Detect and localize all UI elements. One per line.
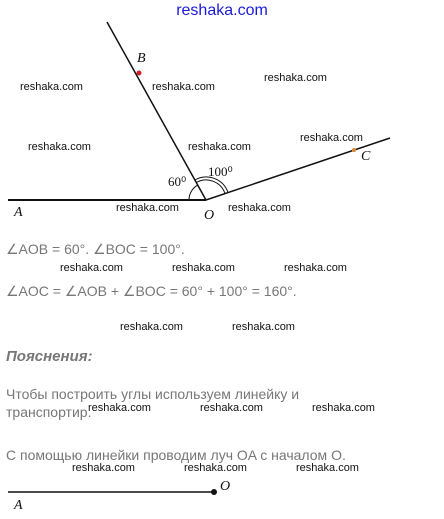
- watermark: reshaka.com: [20, 81, 83, 93]
- watermark: reshaka.com: [296, 462, 359, 474]
- label-a: A: [14, 205, 23, 220]
- explanation-heading: Пояснения:: [6, 348, 93, 365]
- watermark: reshaka.com: [88, 402, 151, 414]
- label-o-2: O: [220, 479, 231, 494]
- point-o-2-dot: [211, 489, 217, 495]
- angle-boc-label: 100⁰: [208, 164, 233, 179]
- watermark: reshaka.com: [28, 141, 91, 153]
- label-o: O: [204, 208, 215, 223]
- watermark: reshaka.com: [312, 402, 375, 414]
- watermark: reshaka.com: [188, 141, 251, 153]
- watermark: reshaka.com: [72, 462, 135, 474]
- watermark: reshaka.com: [152, 81, 215, 93]
- ray-ob: [107, 22, 206, 200]
- explanation-line-2: транспортир.: [6, 404, 92, 420]
- watermark: reshaka.com: [120, 321, 183, 333]
- point-c-dot: [352, 148, 356, 152]
- label-a-2: A: [14, 498, 23, 513]
- watermark: reshaka.com: [172, 262, 235, 274]
- watermark: reshaka.com: [184, 462, 247, 474]
- watermark: reshaka.com: [60, 262, 123, 274]
- watermark: reshaka.com: [228, 202, 291, 214]
- point-b-dot: [137, 71, 142, 76]
- watermark: reshaka.com: [300, 132, 363, 144]
- explanation-line-1: Чтобы построить углы используем линейку и: [6, 386, 300, 402]
- watermark: reshaka.com: [116, 202, 179, 214]
- watermark: reshaka.com: [232, 321, 295, 333]
- arc-aob: [189, 185, 198, 200]
- given-angles: ∠AOB = 60°. ∠BOC = 100°.: [6, 241, 185, 257]
- sum-equation: ∠AOC = ∠AOB + ∠BOC = 60° + 100° = 160°.: [6, 283, 297, 299]
- watermark: reshaka.com: [200, 402, 263, 414]
- site-title[interactable]: reshaka.com: [176, 2, 268, 19]
- label-c: C: [361, 149, 371, 164]
- explanation-line-3: С помощью линейки проводим луч OA с началом O.: [6, 447, 346, 463]
- label-b: B: [137, 51, 146, 66]
- watermark: reshaka.com: [284, 262, 347, 274]
- angle-aob-label: 60⁰: [168, 174, 187, 189]
- watermark: reshaka.com: [264, 72, 327, 84]
